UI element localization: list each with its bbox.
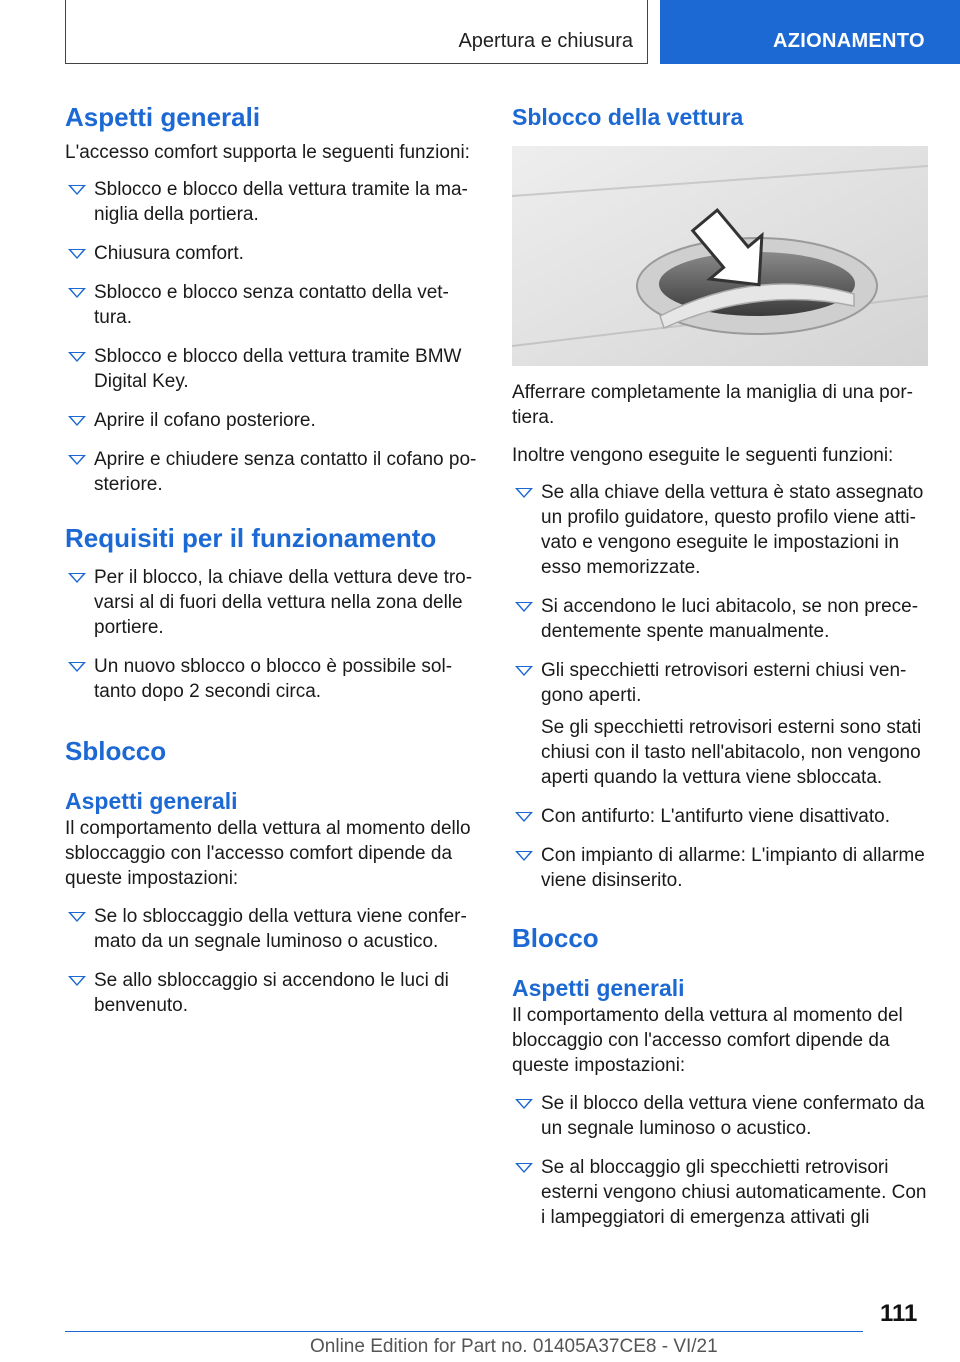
- list-item: Un nuovo sblocco o blocco è possibile sol-tanto dopo 2 secondi circa.: [65, 654, 481, 704]
- subheading-blocco-aspetti: Aspetti generali: [512, 975, 685, 1001]
- bullet-triangle-icon: [68, 416, 86, 426]
- list-item: Aprire e chiudere senza contatto il cofano po-steriore.: [65, 447, 481, 497]
- heading-requisiti: Requisiti per il funzionamento: [65, 523, 437, 553]
- list-item: Gli specchietti retrovisori esterni chiusi ven-gono aperti. Se gli specchietti retrovisori esterni sono stati chiusi con il tasto nell'abitacolo, non vengono aperti quando la vettura viene sbloccata.: [512, 658, 928, 790]
- requirements-list: [65, 565, 481, 704]
- heading-blocco: Blocco: [512, 923, 599, 953]
- right-column: [512, 100, 928, 1230]
- blocco-list: [512, 1091, 928, 1230]
- list-item: Se il blocco della vettura viene confermato da un segnale luminoso o acustico.: [512, 1091, 928, 1141]
- bullet-triangle-icon: [68, 455, 86, 465]
- bullet-triangle-icon: [515, 602, 533, 612]
- heading-aspetti-generali: Aspetti generali: [65, 102, 261, 132]
- door-handle-arrow-icon: [512, 146, 928, 366]
- list-item-note: Se gli specchietti retrovisori esterni sono stati chiusi con il tasto nell'abitacolo, non vengono aperti quando la vettura viene sbloccata.: [541, 717, 922, 788]
- header-chapter-title: AZIONAMENTO: [773, 30, 925, 52]
- list-item: Se al bloccaggio gli specchietti retrovisori esterni vengono chiusi automaticamente. Con i lampeggiatori di emergenza attivati gli: [512, 1155, 928, 1230]
- left-column: [65, 100, 481, 1018]
- illustration-door-handle: [512, 146, 928, 366]
- blocco-intro-text: Il comportamento della vettura al momento del bloccaggio con l'accesso comfort dipende da queste impostazioni:: [512, 1005, 903, 1076]
- bullet-triangle-icon: [515, 812, 533, 822]
- list-item: Con impianto di allarme: L'impianto di allarme viene disinserito.: [512, 843, 928, 893]
- list-item: Se lo sbloccaggio della vettura viene confer-mato da un segnale luminoso o acustico.: [65, 904, 481, 954]
- header-chapter-tab: [660, 0, 960, 64]
- bullet-triangle-icon: [68, 662, 86, 672]
- list-item: Se allo sbloccaggio si accendono le luci di benvenuto.: [65, 968, 481, 1018]
- subheading-sblocco-aspetti: Aspetti generali: [65, 788, 238, 814]
- list-item: Sblocco e blocco della vettura tramite BMW Digital Key.: [65, 344, 481, 394]
- funzioni-list: [512, 480, 928, 893]
- bullet-triangle-icon: [68, 185, 86, 195]
- list-item: Se alla chiave della vettura è stato assegnato un profilo guidatore, questo profilo viene atti-vato e vengono eseguite le impostazioni in esso memorizzate.: [512, 480, 928, 580]
- features-list: [65, 177, 481, 497]
- footer-edition: Online Edition for Part no. 01405A37CE8 - VI/21: [310, 1336, 718, 1357]
- list-item: Chiusura comfort.: [65, 241, 481, 266]
- list-item: Si accendono le luci abitacolo, se non prece-dentemente spente manualmente.: [512, 594, 928, 644]
- heading-sblocco-vettura: Sblocco della vettura: [512, 104, 744, 130]
- funzioni-intro-text: Inoltre vengono eseguite le seguenti funzioni:: [512, 445, 894, 466]
- illustration-caption: Afferrare completamente la maniglia di una por-tiera.: [512, 382, 913, 428]
- bullet-triangle-icon: [68, 249, 86, 259]
- heading-sblocco: Sblocco: [65, 736, 167, 766]
- list-item: Aprire il cofano posteriore.: [65, 408, 481, 433]
- bullet-triangle-icon: [68, 288, 86, 298]
- bullet-triangle-icon: [68, 912, 86, 922]
- sblocco-list: [65, 904, 481, 1018]
- footer-divider: [65, 1331, 863, 1332]
- bullet-triangle-icon: [515, 1163, 533, 1173]
- intro-text: L'accesso comfort supporta le seguenti funzioni:: [65, 142, 470, 163]
- bullet-triangle-icon: [68, 976, 86, 986]
- header-section-title: Apertura e chiusura: [458, 30, 633, 52]
- bullet-triangle-icon: [515, 666, 533, 676]
- list-item: Con antifurto: L'antifurto viene disattivato.: [512, 804, 928, 829]
- list-item: Sblocco e blocco senza contatto della vet-tura.: [65, 280, 481, 330]
- bullet-triangle-icon: [68, 352, 86, 362]
- bullet-triangle-icon: [68, 573, 86, 583]
- list-item: Sblocco e blocco della vettura tramite la ma-niglia della portiera.: [65, 177, 481, 227]
- sblocco-intro-text: Il comportamento della vettura al momento dello sbloccaggio con l'accesso comfort dipende da queste impostazioni:: [65, 818, 471, 889]
- bullet-triangle-icon: [515, 1099, 533, 1109]
- bullet-triangle-icon: [515, 851, 533, 861]
- header-section-box: [65, 0, 648, 64]
- page-number: 111: [880, 1300, 918, 1327]
- bullet-triangle-icon: [515, 488, 533, 498]
- list-item: Per il blocco, la chiave della vettura deve tro-varsi al di fuori della vettura nella zona delle portiere.: [65, 565, 481, 640]
